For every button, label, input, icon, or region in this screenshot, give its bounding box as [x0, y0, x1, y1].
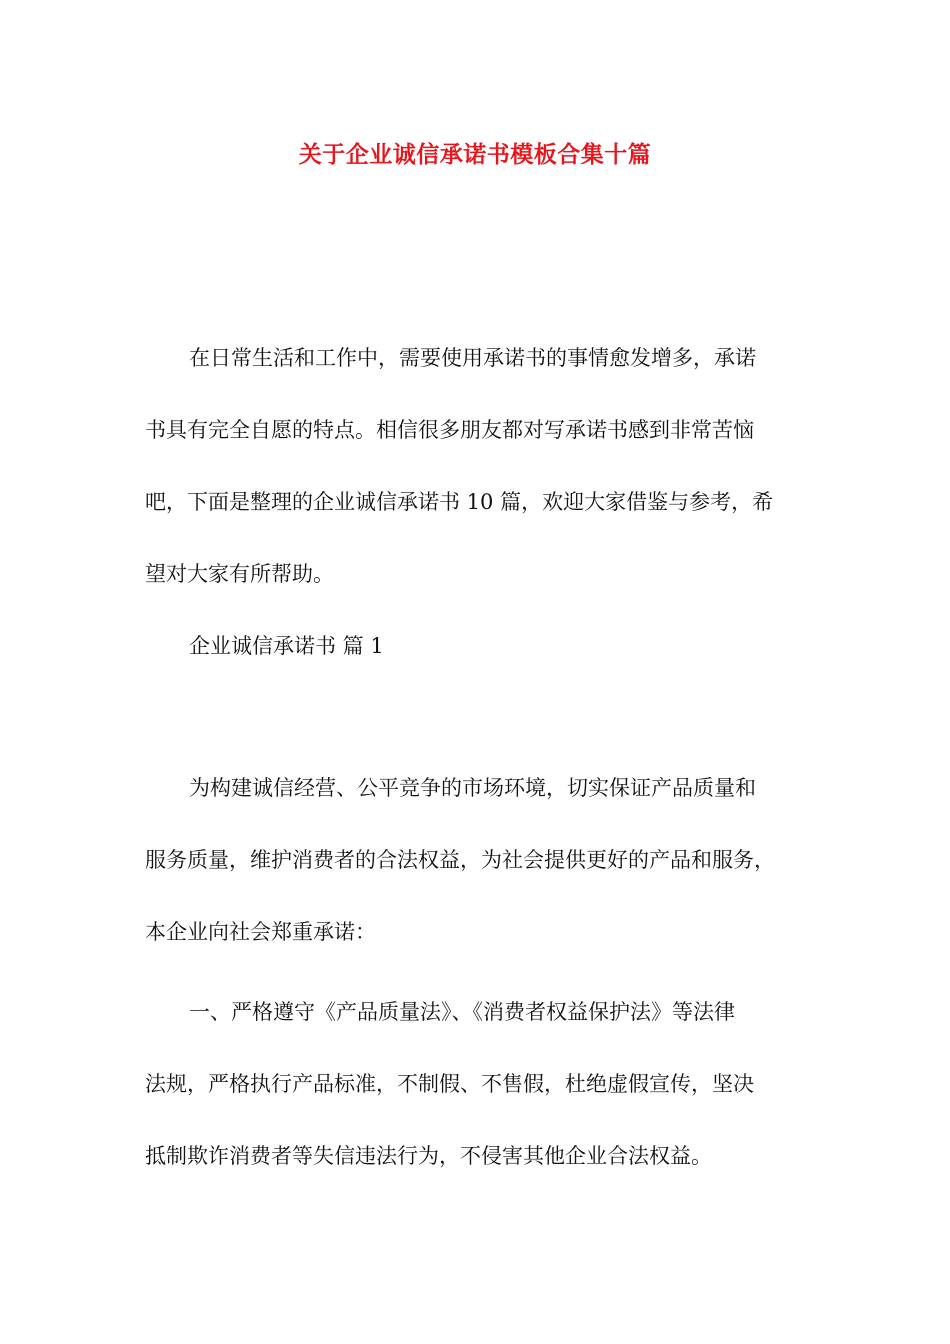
intro-paragraph [145, 322, 810, 682]
intro-line: 望对大家有所帮助。 [145, 562, 334, 586]
paragraph-line: 为构建诚信经营、公平竞争的市场环境，切实保证产品质量和 [189, 776, 756, 800]
intro-line: 吧，下面是整理的企业诚信承诺书 10 篇，欢迎大家借鉴与参考，希 [145, 490, 774, 514]
section-heading: 企业诚信承诺书 篇 1 [189, 634, 384, 658]
intro-line: 在日常生活和工作中，需要使用承诺书的事情愈发增多，承诺 [189, 346, 756, 370]
paragraph-line: 抵制欺诈消费者等失信违法行为，不侵害其他企业合法权益。 [145, 1144, 712, 1168]
commitment-paragraph-1 [145, 752, 810, 968]
paragraph-line: 法规，严格执行产品标准，不制假、不售假，杜绝虚假宣传，坚决 [145, 1072, 754, 1096]
document-title: 关于企业诚信承诺书模板合集十篇 [298, 141, 652, 168]
paragraph-line: 一、严格遵守《产品质量法》、《消费者权益保护法》等法律 [189, 1000, 735, 1024]
commitment-paragraph-2 [145, 976, 810, 1192]
paragraph-line: 本企业向社会郑重承诺： [145, 920, 376, 944]
intro-line: 书具有完全自愿的特点。相信很多朋友都对写承诺书感到非常苦恼 [145, 418, 754, 442]
paragraph-line: 服务质量，维护消费者的合法权益，为社会提供更好的产品和服务， [145, 848, 775, 872]
